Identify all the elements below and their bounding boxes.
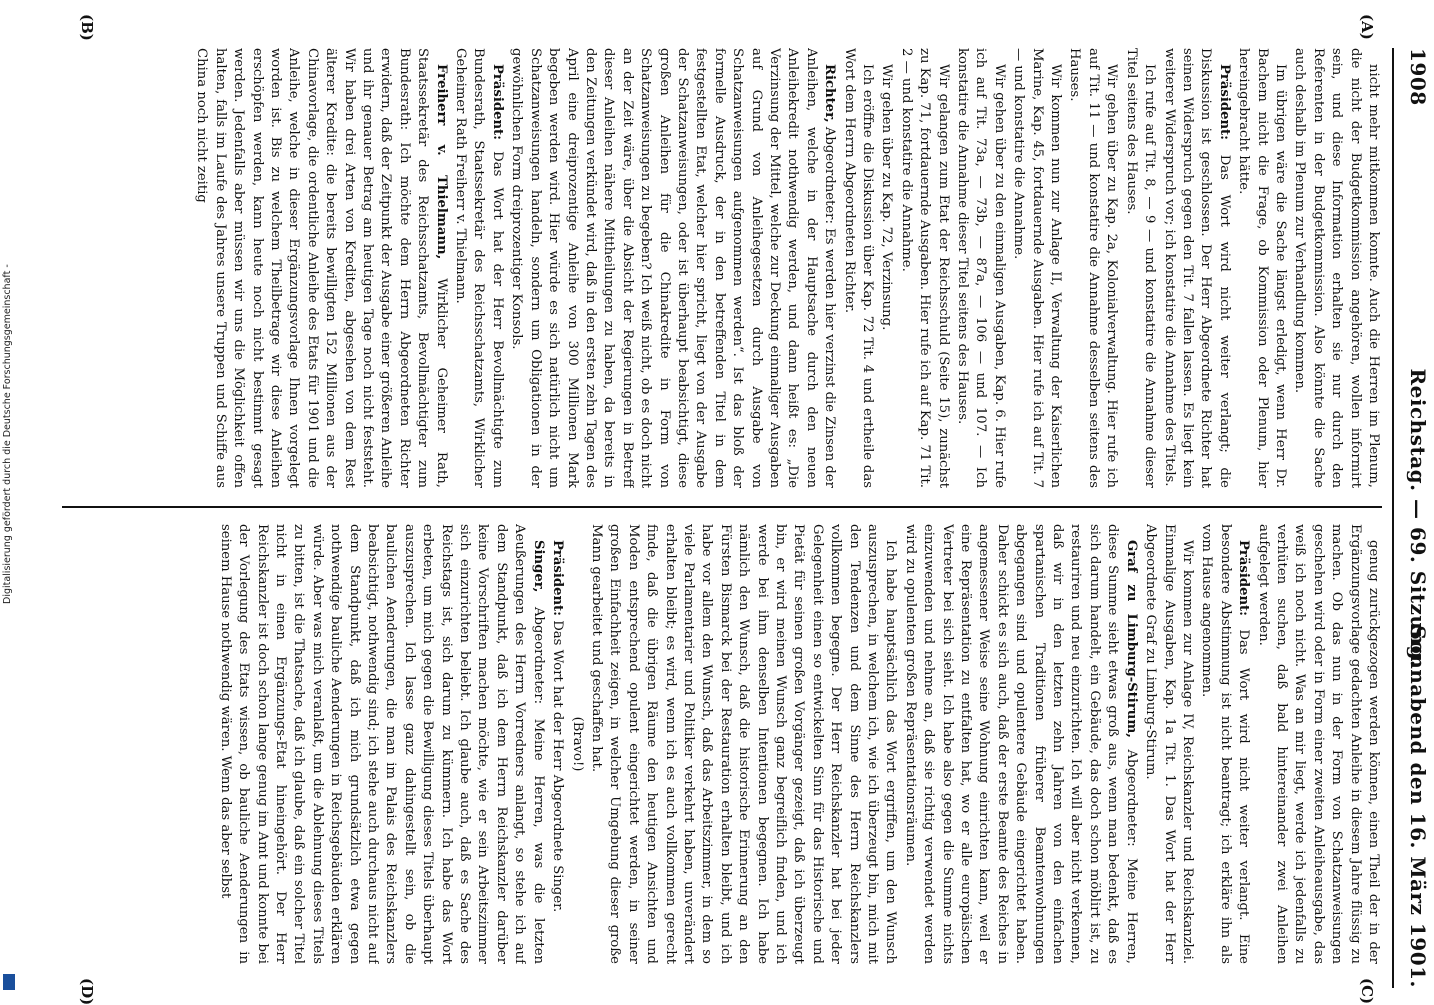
speaker-name: Freiherr v. Thielmann,: [433, 64, 449, 260]
speech-text: Das Wort hat der Herr Bevollmächtigte zum Bundesrath, Staatssekretär des Reichsschatzamts, Wirklicher Geheimer Rath Freiherr v. Thielmann.: [453, 48, 505, 488]
speech-text: Das Wort wird nicht weiter verlangt. Eine besondere Abstimmung ist nicht beantragt; ich erkläre ihn als vom Hause angenommen.: [1199, 524, 1252, 964]
text-paragraph: nicht mehr mitkommen konnte. Auch die Herren im Plenum, die nicht der Budgetkommission angehören, wollen informirt sein, und diese Information erhalten sie nur durch den Referenten in der Budgetkommission. Also könnte die Sache auch deshalb im Plenum zur Verhandlung kommen.: [1292, 48, 1381, 488]
speaker-name: Präsident:: [1216, 64, 1232, 141]
speaker-name: Präsident:: [489, 64, 505, 141]
speech-paragraph: [507, 48, 838, 488]
speaker-name: Präsident:: [550, 540, 566, 617]
text-paragraph: Ich eröffne die Diskussion über Kap. 72 Tit. 4 und ertheile das Wort dem Herrn Abgeordneten Richter.: [841, 48, 876, 488]
margin-mark-d: (D): [78, 978, 96, 1005]
speech-paragraph: [548, 524, 566, 964]
speech-text: Das Wort hat der Herr Abgeordnete Singer.: [550, 620, 566, 913]
page-content: [50, 14, 1434, 1005]
text-paragraph: Ich rufe auf Tit. 8, — 9 — und konstatire die Annahme dieser Titel seitens des Hauses.: [1123, 48, 1158, 488]
speech-text: Abgeordneter: Meine Herren, diese Summe sieht etwas groß aus, wenn man bedenkt, daß es sich darum handelt, ein Gebäude, das doch schon möblirt ist, zu restauriren und neu einzurichten. Ich will aber nicht verkennen, daß wir in den letzten zehn Jahren von den einfachen spartanischen Traditionen früherer Beamtenwohnungen abgegangen sind und opulentere Gebäude eingerichtet haben. Daher schickt es sich auch, daß der erste Beamte des Reiches in angemessener Weise seine Wohnung einrichten kann, weil er eine Repräsentation zu entfalten hat, wo er alle europäischen Vertreter bei sich sieht. Ich habe also gegen die Summe nichts einzuwenden und nehme an, daß sie richtig verwendet werden wird zu opulenten großen Repräsentationsräumen.: [902, 524, 1139, 964]
text-paragraph: Wir gelangen zum Etat der Reichsschuld (Seite 15), zunächst zu Kap. 71, fortdauernde Ausgaben. Hier rufe ich auf Kap. 71 Tit. 2 — und konstatire die Annahme.: [898, 48, 951, 488]
speaker-name: Graf zu Limburg-Stirum,: [1123, 540, 1139, 738]
rotated-page-frame: [50, 14, 1434, 1005]
margin-mark-a: (A): [1358, 14, 1376, 40]
text-paragraph: Wir kommen zur Anlage IV, Reichskanzler und Reichskanzlei. Einmalige Ausgaben, Kap. 1a Tit. 1. Das Wort hat der Herr Abgeordnete Graf zu Limburg-Stirum.: [1143, 524, 1195, 964]
speech-text: Das Wort wird nicht weiter verlangt; die Diskussion ist geschlossen. Der Herr Abgeordnete Richter hat seinen Widerspruch gegen den Tit. 7 fallen lassen. Es liegt kein weiterer Widerspruch vor; ich konstatire die Annahme des Titels.: [1161, 48, 1232, 488]
speech-paragraph: [451, 48, 506, 488]
text-paragraph: Ich habe hauptsächlich das Wort ergriffen, um den Wunsch auszusprechen, in welchem ich, wie ich überzeugt bin, mich mit den Tendenzen und dem Sinne des Herrn Reichskanzlers vollkommen begegne. Der Herr Reichskanzler hat bei jeder Gelegenheit einen so entwickelten Sinn für das Historische und Pietät für seinen großen Vorgänger gezeigt, daß ich überzeugt bin, er wird meinen Wunsch ganz begreiflich finden, und ich werde bei ihm denselben Intentionen begegnen. Ich habe nämlich den Wunsch, daß die historische Erinnerung an den Fürsten Bismarck bei der Restauration erhalten bleibt, und ich habe vor allem den Wunsch, daß das Arbeitszimmer, in dem so viele Parlamentarier und Politiker verkehrt haben, unverändert erhalten bleibt; es wird, wenn ich es auch vollkommen gerecht finde, daß die übrigen Räume den heutigen Ansichten und Moden entsprechend opulent eingerichtet werden, in seiner großen Einfachheit zeigen, in welcher Umgebung dieser große Mann gearbeitet und geschaffen hat.: [588, 524, 899, 964]
text-paragraph: Wir gehen über zu Kap. 72, Verzinsung.: [879, 64, 895, 331]
speech-paragraph: [1197, 524, 1252, 964]
speech-paragraph: [215, 524, 546, 964]
speech-paragraph: [1159, 48, 1233, 488]
header-rule: [1392, 48, 1394, 988]
speech-text: Wirklicher Geheimer Rath, Staatssekretär des Reichsschatzamts, Bevollmächtigter zum Bundesrath: Ich möchte dem Herrn Abgeordneten Richter erwidern, daß der Zeitpunkt der Ausgabe einer größeren Anleihe und ihr genauer Betrag am heutigen Tage noch nicht feststeht. Wir haben drei Arten von Krediten, abgesehen von dem Rest älterer Kredite: die bereits bewilligten 152 Millionen aus der Chinavorlage, die ordentliche Anleihe des Etats für 1901 und die Anleihe, welche in dieser Ergänzungsvorlage Ihnen vorgelegt worden ist. Bis zu welchem Theilbetrage wir diese Anleihen erschöpfen werden, kann heute noch nicht bestimmt gesagt werden. Jedenfalls aber müssen wir uns die Möglichkeit offen halten, falls im Laufe des Jahres unsere Truppen und Schiffe aus China noch nicht zeitig: [194, 48, 449, 488]
text-paragraph: Im übrigen wäre die Sache längst erledigt, wenn Herr Dr. Bachem nicht die Frage, ob Kommission oder Plenum, hier hereingebracht hätte.: [1236, 48, 1288, 488]
speaker-name: Singer,: [530, 540, 546, 593]
speech-text: Abgeordneter: Es werden hier verzinst die Zinsen der Anleihen, welche in der Hauptsache durch den neuen Anleihekredit nothwendig werden, und dann heißt es: „Die Verzinsung der Mittel, welche zur Deckung einmaliger Ausgaben auf Grund von Anleihegesetzen durch Ausgabe von Schatzanweisungen aufgenommen werden“. Ist das bloß der formelle Ausdruck, der in den betreffenden Titel in dem festgestellten Etat, welcher hier spricht, liegt von der Ausgabe der Schatzanweisungen, oder ist überhaupt beabsichtigt, diese großen Anleihen für die Chinakredite in Form von Schatzanweisungen zu begeben? Ich weiß nicht, ob es doch nicht an der Zeit wäre, über die Absicht der Regierungen in Betreff dieser Anleihen nähere Mittheilungen zu haben, da bereits in den Zeitungen verkündet wird, daß in den ersten zehn Tagen des April eine dreiprozentige Anleihe von 300 Millionen Mark begeben werden wird. Hier würde es sich natürlich nicht um Schatzanweisungen handeln, sondern um Obligationen in der gewöhnlichen Form dreiprozentiger Konsols.: [509, 48, 838, 488]
speech-paragraph: [900, 524, 1139, 964]
right-column: [62, 524, 1382, 964]
page-header: [1396, 48, 1434, 988]
text-paragraph: Wir gehen über zu den einmaligen Ausgaben, Kap. 6. Hier rufe ich auf Tit. 73a, — 73b, — 87a, — 106 — und 107. — Ich konstatire die Annahme dieser Titel seitens des Hauses.: [955, 48, 1007, 488]
interjection: (Bravo!): [569, 716, 585, 772]
speaker-name: Präsident:: [1236, 540, 1252, 617]
text-paragraph: genug zurückgezogen werden können, einen Theil der in der Ergänzungsvorlage gedachten Anleihe in diesem Jahre flüssig zu machen. Ob das nun in der Form von Schatzanweisungen geschehen wird oder in Form einer zweiten Anleiheausgabe, das weiß ich noch nicht. Was an mir liegt, werde ich jedenfalls zu verhüten suchen, daß bald hintereinander zwei Anleihen aufgelegt werden.: [1255, 524, 1381, 964]
text-paragraph: Wir gehen über zu Kap. 2a, Kolonialverwaltung. Hier rufe ich auf Tit. 11 — und konstatire die Annahme desselben seitens des Hauses.: [1067, 48, 1120, 488]
running-title: Reichstag. — 69. Sitzung.: [1406, 368, 1430, 668]
left-column: [62, 48, 1382, 488]
sitting-date: Sonnabend den 16. März 1901.: [1406, 625, 1430, 988]
margin-mark-b: (B): [78, 14, 96, 41]
digitization-note: Digitalisierung gefördert durch die Deutsche Forschungsgemeinschaft -: [2, 264, 13, 604]
column-divider: [62, 506, 1382, 508]
speech-text: Abgeordneter: Meine Herren, was die letzten Aeußerungen des Herrn Vorredners anlangt, so stehe ich auf dem Standpunkt, daß ich dem Herrn Reichskanzler darüber keine Vorschriften machen möchte, wie er sein Arbeitszimmer sich einzurichten beliebt. Ich glaube auch, daß es Sache des Reichstags ist, sich darum zu kümmern. Ich habe das Wort erbeten, um mich gegen die Bewilligung dieses Titels überhaupt auszusprechen. Ich lasse ganz dahingestellt sein, ob die baulichen Aenderungen, die man im Palais des Reichskanzlers beabsichtigt, nothwendig sind; ich stehe auch durchaus nicht auf dem Standpunkt, daß ich mich grundsätzlich etwa gegen nothwendige bauliche Aenderungen in Reichsgebäuden erklären würde. Aber was mich veranlaßt, um die Ablehnung dieses Titels zu bitten, ist die Thatsache, daß ich glaube, daß ein solcher Titel nicht in einen Ergänzungs-Etat hineingehört. Der Herr Reichskanzler ist doch schon lange genug im Amt und konnte bei der Vorlegung des Etats wissen, ob bauliche Aenderungen in seinem Hause nothwendig wären. Wenn das aber selbst: [217, 524, 546, 964]
margin-mark-c: (C): [1358, 978, 1376, 1005]
text-paragraph: Wir kommen nun zur Anlage II, Verwaltung der Kaiserlichen Marine, Kap. 45, fortdauernde Ausgaben. Hier rufe ich auf Tit. 7 — und konstatire die Annahme.: [1011, 48, 1064, 488]
dfg-logo-icon: [1, 974, 17, 990]
page-number: 1908: [1406, 48, 1430, 106]
speaker-name: Richter,: [822, 64, 838, 123]
speech-paragraph: [192, 48, 450, 488]
